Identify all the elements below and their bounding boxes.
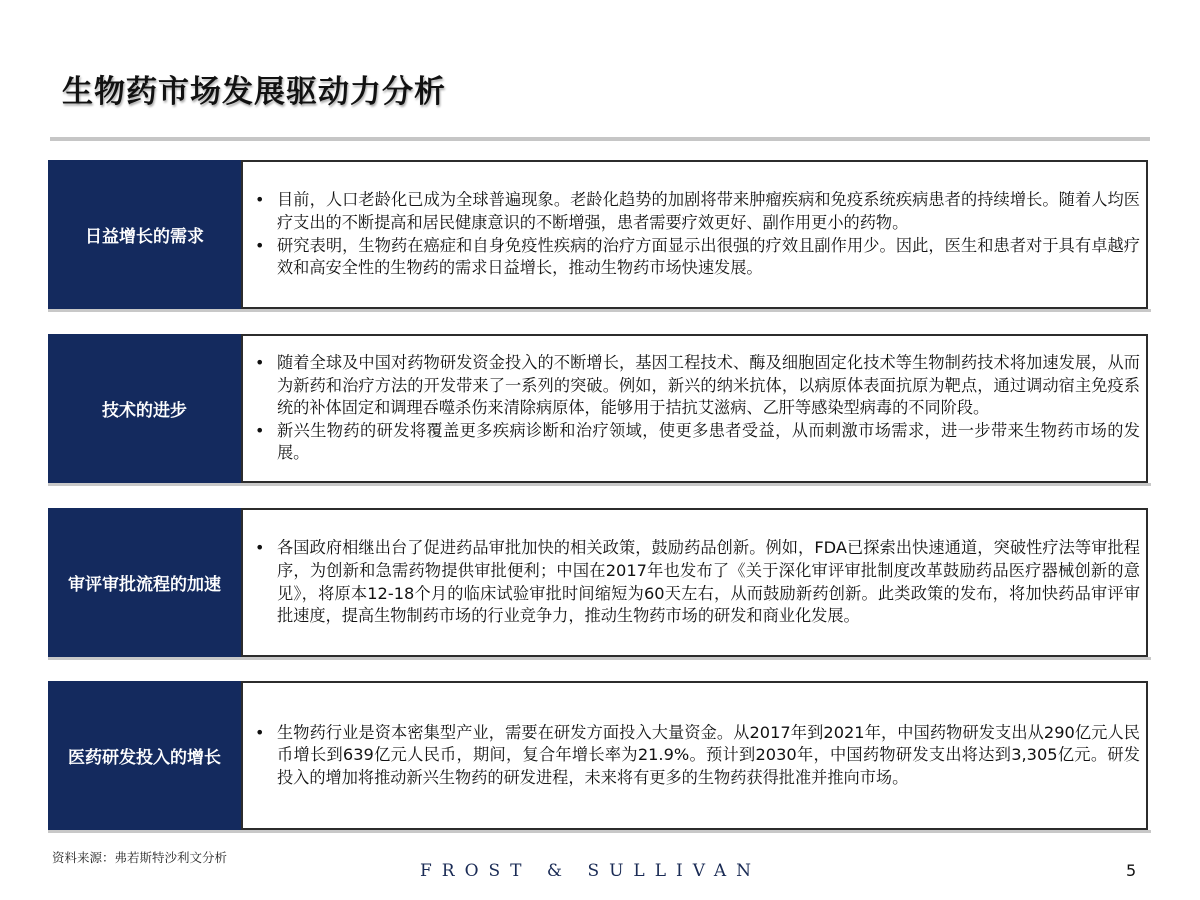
- section-content: [241, 160, 1148, 309]
- section-label: 审评审批流程的加速: [48, 508, 241, 657]
- bullet-icon: •: [255, 190, 265, 210]
- page-number: 5: [1126, 861, 1137, 880]
- bullet-item: [255, 352, 1140, 420]
- bullet-icon: •: [255, 235, 265, 255]
- bullet-item: [255, 235, 1140, 280]
- section-technology: [48, 334, 1148, 483]
- bullet-text: 各国政府相继出台了促进药品审批加快的相关政策，鼓励药品创新。例如，FDA已探索出快速通道，突破性疗法等审批程序，为创新和急需药物提供审批便利；中国在2017年也发布了《关于深化审评审批制度改革鼓励药品医疗器械创新的意见》，将原本12-18个月的临床试验审批时间缩短为60天左右，从而鼓励新药创新。此类政策的发布，将加快药品审评审批速度，提高生物制药市场的行业竞争力，推动生物药市场的研发和商业化发展。: [277, 538, 1140, 626]
- page-title: 生物药市场发展驱动力分析: [62, 74, 446, 110]
- section-label: 日益增长的需求: [48, 160, 241, 309]
- section-shadow: [48, 830, 1151, 833]
- title-divider: [50, 137, 1150, 141]
- section-content: [241, 681, 1148, 830]
- brand-logo: FROST & SULLIVAN: [420, 861, 761, 881]
- section-content: [241, 334, 1148, 483]
- section-shadow: [48, 309, 1151, 312]
- bullet-item: [255, 722, 1140, 790]
- bullet-icon: •: [255, 420, 265, 440]
- bullet-icon: •: [255, 353, 265, 373]
- section-shadow: [48, 657, 1151, 660]
- section-label: 技术的进步: [48, 334, 241, 483]
- section-shadow: [48, 483, 1151, 486]
- bullet-item: [255, 420, 1140, 465]
- bullet-text: 目前，人口老龄化已成为全球普遍现象。老龄化趋势的加剧将带来肿瘤疾病和免疫系统疾病患者的持续增长。随着人均医疗支出的不断提高和居民健康意识的不断增强，患者需要疗效更好、副作用更小的药物。: [277, 190, 1140, 232]
- bullet-item: [255, 537, 1140, 627]
- bullet-text: 生物药行业是资本密集型产业，需要在研发方面投入大量资金。从2017年到2021年，中国药物研发支出从290亿元人民币增长到639亿元人民币，期间，复合年增长率为21.9%。预计到2030年，中国药物研发支出将达到3,305亿元。研发投入的增加将推动新兴生物药的研发进程，未来将有更多的生物药获得批准并推向市场。: [277, 722, 1140, 787]
- source-note: 资料来源：弗若斯特沙利文分析: [52, 850, 228, 865]
- bullet-text: 新兴生物药的研发将覆盖更多疾病诊断和治疗领域，使更多患者受益，从而刺激市场需求，进一步带来生物药市场的发展。: [277, 420, 1140, 463]
- bullet-text: 随着全球及中国对药物研发资金投入的不断增长，基因工程技术、酶及细胞固定化技术等生物制药技术将加速发展，从而为新药和治疗方法的开发带来了一系列的突破。例如，新兴的纳米抗体，以病原体表面抗原为靶点，通过调动宿主免疫系统的补体固定和调理吞噬杀伤来清除病原体，能够用于拮抗艾滋病、乙肝等感染型病毒的不同阶段。: [277, 353, 1140, 418]
- section-approval: [48, 508, 1148, 657]
- bullet-icon: •: [255, 722, 265, 742]
- bullet-item: [255, 189, 1140, 234]
- section-label: 医药研发投入的增长: [48, 681, 241, 830]
- bullet-text: 研究表明，生物药在癌症和自身免疫性疾病的治疗方面显示出很强的疗效且副作用少。因此，医生和患者对于具有卓越疗效和高安全性的生物药的需求日益增长，推动生物药市场快速发展。: [277, 235, 1140, 278]
- bullet-icon: •: [255, 538, 265, 558]
- section-rd-investment: [48, 681, 1148, 830]
- section-demand: [48, 160, 1148, 309]
- section-content: [241, 508, 1148, 657]
